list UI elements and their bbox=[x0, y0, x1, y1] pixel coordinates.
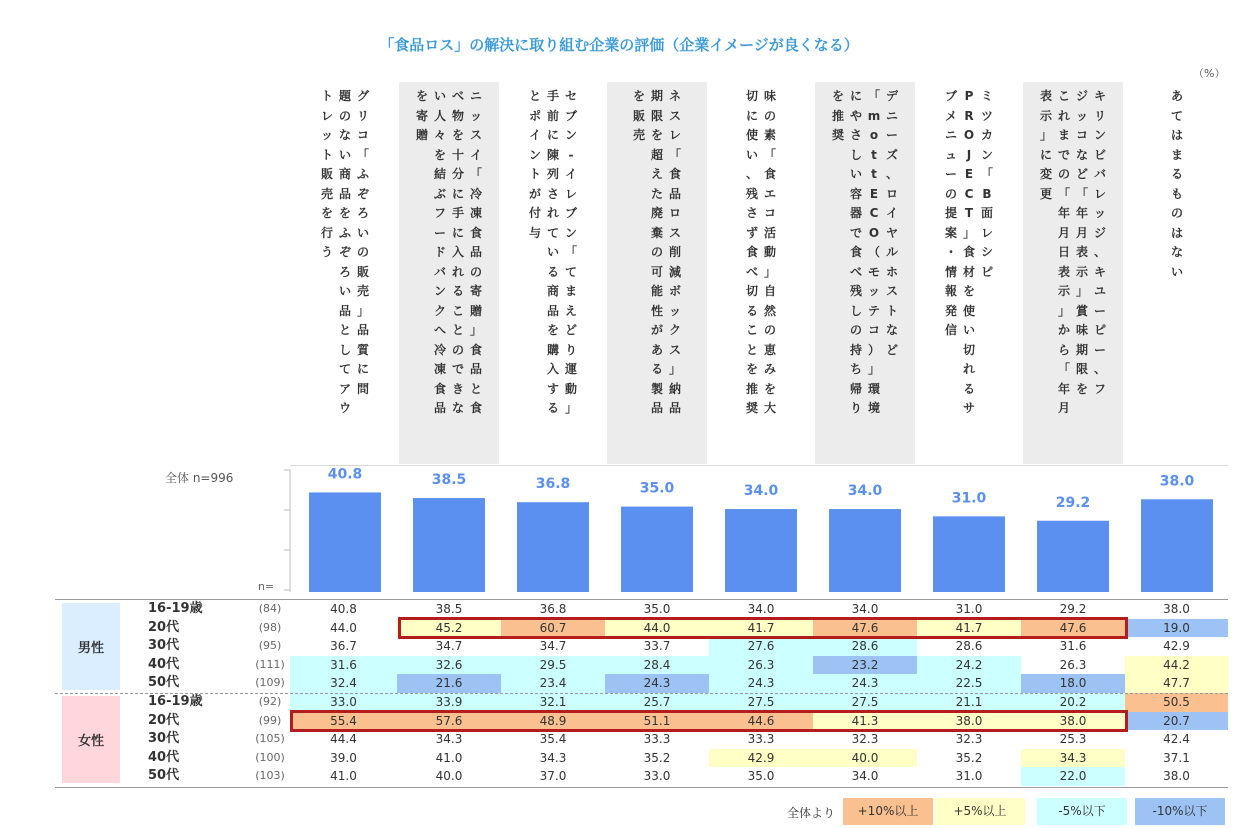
table-cell: 33.3 bbox=[747, 732, 775, 747]
bar-value-label-1: 40.8 bbox=[327, 466, 363, 483]
column-header-line: 手 前 に 陳 列 さ れ て い る 商 品 を 購 入 す る bbox=[546, 89, 559, 415]
age-label: 50代 bbox=[148, 768, 180, 784]
age-label: 50代 bbox=[148, 675, 180, 691]
column-header-line: ネ ス レ 「 食 品 ロ ス 削 減 ボ ッ ク ス 」 納 品 bbox=[668, 89, 681, 415]
group-label-2: 女性 bbox=[62, 696, 120, 783]
column-header-line: デ ニ ー ズ 、 ロ イ ヤ ル ホ ス ト な ど bbox=[885, 89, 898, 357]
legend-item-m10: -10%以下 bbox=[1135, 798, 1225, 825]
column-header-line: グ リ コ 「 ふ ぞ ろ い の 販 売 」 品 質 に 問 bbox=[356, 89, 369, 396]
table-cell: 24.3 bbox=[709, 674, 813, 693]
age-label: 20代 bbox=[148, 712, 180, 728]
table-cell: 24.3 bbox=[605, 674, 709, 693]
table-cell: 31.0 bbox=[955, 602, 983, 616]
chart-title: 「食品ロス」の解決に取り組む企業の評価（企業イメージが良くなる） bbox=[379, 36, 859, 54]
table-cell: 33.7 bbox=[643, 639, 671, 654]
table-cell: 33.3 bbox=[643, 732, 671, 747]
table-cell: 44.4 bbox=[330, 732, 357, 747]
sample-size: (84) bbox=[258, 602, 282, 615]
table-cell: 41.3 bbox=[813, 712, 917, 731]
age-label: 16-19歳 bbox=[148, 601, 203, 616]
table-cell: 36.7 bbox=[330, 639, 357, 654]
age-label: 16-19歳 bbox=[148, 694, 203, 709]
table-cell: 35.0 bbox=[643, 602, 671, 616]
age-label: 20代 bbox=[148, 619, 180, 635]
table-row bbox=[0, 674, 1238, 693]
bar-7 bbox=[933, 516, 1005, 592]
table-cell: 27.5 bbox=[709, 693, 813, 712]
table-cell: 47.7 bbox=[1125, 674, 1228, 693]
highlight-female-20s bbox=[290, 710, 1128, 733]
table-cell: 41.7 bbox=[917, 619, 1021, 638]
legend-item-p5: +5%以上 bbox=[935, 798, 1025, 825]
bar-value-label-2: 38.5 bbox=[431, 472, 467, 489]
table-bottom-divider bbox=[55, 787, 1228, 788]
table-row bbox=[0, 767, 1238, 786]
table-cell: 44.0 bbox=[330, 620, 357, 635]
column-header-line: 味 の 素 「 食 エ コ 活 動 」 自 然 の 恵 み を 大 bbox=[763, 89, 776, 415]
table-cell: 47.6 bbox=[1021, 619, 1125, 638]
table-cell: 33.9 bbox=[397, 693, 501, 712]
table-cell: 26.3 bbox=[1059, 657, 1087, 672]
column-header-line: 題 の な い 商 品 を ふ ぞ ろ い 品 と し て ア ウ bbox=[338, 89, 351, 415]
column-header-line: こ れ ま で の 「 年 月 日 表 示 」 か ら 「 年 月 bbox=[1057, 89, 1070, 415]
table-cell: 32.4 bbox=[290, 674, 397, 693]
table-cell: 19.0 bbox=[1125, 619, 1228, 638]
table-cell: 51.1 bbox=[605, 712, 709, 731]
table-cell: 22.0 bbox=[1021, 767, 1125, 786]
column-header-line: 切 に 使 い 、 残 さ ず 食 べ 切 る こ と を 推 奨 bbox=[745, 89, 758, 415]
table-cell: 41.0 bbox=[330, 769, 357, 784]
column-header-line: い 人 々 を 結 ぶ フ ー ド バ ン ク へ 冷 凍 食 品 bbox=[433, 89, 446, 415]
group-divider bbox=[55, 693, 1228, 694]
table-row bbox=[0, 637, 1238, 656]
table-row bbox=[0, 656, 1238, 675]
table-row bbox=[0, 730, 1238, 749]
table-cell: 32.3 bbox=[955, 732, 983, 747]
sample-size: (98) bbox=[258, 620, 282, 634]
bar-1 bbox=[309, 492, 381, 592]
table-cell: 42.9 bbox=[1163, 639, 1190, 654]
table-cell: 34.0 bbox=[851, 602, 879, 616]
table-cell: 22.5 bbox=[917, 674, 1021, 693]
table-cell: 40.0 bbox=[813, 749, 917, 768]
table-cell: 44.2 bbox=[1125, 656, 1228, 675]
bar-9 bbox=[1141, 499, 1213, 592]
table-cell: 57.6 bbox=[397, 712, 501, 731]
bar-4 bbox=[621, 507, 693, 592]
table-cell: 28.6 bbox=[813, 637, 917, 656]
table-cell: 35.4 bbox=[539, 732, 567, 747]
table-cell: 42.9 bbox=[709, 749, 813, 768]
sample-size: (109) bbox=[255, 676, 285, 690]
bar-5 bbox=[725, 509, 797, 592]
column-header-line: ブ メ ニ ュ ー の 提 案 ・ 情 報 発 信 bbox=[944, 89, 957, 337]
sample-size: (103) bbox=[255, 769, 285, 783]
table-cell: 34.3 bbox=[435, 732, 463, 747]
sample-size: (105) bbox=[255, 732, 285, 746]
table-cell: 29.2 bbox=[1059, 602, 1087, 616]
column-header-line: と ポ イ ン ト が 付 与 bbox=[528, 89, 541, 240]
table-cell: 26.3 bbox=[709, 656, 813, 675]
column-header-line: を 推 奨 bbox=[831, 89, 844, 142]
column-header-line: に や さ し い 容 器 で 食 べ 残 し の 持 ち 帰 り bbox=[849, 89, 862, 415]
table-cell: 44.6 bbox=[709, 712, 813, 731]
column-header-line: ミ ツ カ ン 「 B 面 レ シ ピ bbox=[980, 89, 993, 279]
column-header-line: 「 m o t t E C O （ モ ッ テ コ ） 」 環 境 bbox=[867, 89, 881, 415]
bar-value-label-9: 38.0 bbox=[1159, 473, 1195, 490]
bar-value-label-4: 35.0 bbox=[639, 480, 675, 497]
n-label: n= bbox=[258, 580, 275, 593]
legend-item-m5: -5%以下 bbox=[1037, 798, 1127, 825]
column-header-line: あ て は ま る も の は な い bbox=[1170, 89, 1183, 279]
bar-value-label-6: 34.0 bbox=[847, 483, 883, 500]
column-header-line: P R O J E C T 」 食 材 を 使 い 切 れ る サ bbox=[962, 89, 975, 415]
bar-value-label-3: 36.8 bbox=[535, 476, 571, 493]
sample-size: (95) bbox=[258, 639, 282, 653]
table-cell: 39.0 bbox=[330, 750, 357, 765]
table-cell: 41.0 bbox=[435, 750, 463, 765]
table-cell: 25.3 bbox=[1059, 732, 1087, 747]
table-cell: 35.2 bbox=[643, 750, 671, 765]
table-cell: 27.6 bbox=[709, 637, 813, 656]
table-cell: 48.9 bbox=[501, 712, 605, 731]
table-cell: 37.0 bbox=[539, 769, 567, 784]
column-header-line: 表 示 」 に 変 更 bbox=[1039, 89, 1052, 201]
bar-3 bbox=[517, 502, 589, 592]
column-header-line: 期 限 を 超 え た 廃 棄 の 可 能 性 が あ る 製 品 bbox=[650, 89, 663, 415]
table-cell: 21.1 bbox=[917, 693, 1021, 712]
table-cell: 25.7 bbox=[605, 693, 709, 712]
table-cell: 23.2 bbox=[813, 656, 917, 675]
bar-value-label-7: 31.0 bbox=[951, 490, 987, 507]
table-cell: 23.4 bbox=[501, 674, 605, 693]
table-cell: 20.2 bbox=[1021, 693, 1125, 712]
table-cell: 38.0 bbox=[1163, 602, 1190, 616]
table-cell: 60.7 bbox=[501, 619, 605, 638]
table-cell: 34.7 bbox=[539, 639, 567, 654]
table-cell: 31.6 bbox=[1059, 639, 1087, 654]
table-cell: 27.5 bbox=[813, 693, 917, 712]
table-cell: 38.0 bbox=[917, 712, 1021, 731]
table-cell: 50.5 bbox=[1125, 693, 1228, 712]
column-header-line: べ 物 を 十 分 に 手 に 入 れ る こ と の で き な bbox=[451, 89, 464, 415]
bar-2 bbox=[413, 498, 485, 592]
bar-8 bbox=[1037, 521, 1109, 592]
table-cell: 37.1 bbox=[1163, 750, 1190, 765]
table-cell: 33.0 bbox=[643, 769, 671, 784]
table-cell: 42.4 bbox=[1163, 732, 1190, 747]
table-cell: 38.0 bbox=[1021, 712, 1125, 731]
highlight-male-20s bbox=[398, 617, 1128, 640]
table-cell: 45.2 bbox=[397, 619, 501, 638]
table-cell: 29.5 bbox=[501, 656, 605, 675]
table-top-divider bbox=[55, 599, 1228, 600]
table-cell: 34.3 bbox=[1021, 749, 1125, 768]
sample-size: (99) bbox=[258, 713, 282, 727]
table-cell: 34.0 bbox=[747, 602, 775, 616]
bar-value-label-8: 29.2 bbox=[1055, 494, 1091, 511]
table-cell: 35.2 bbox=[955, 750, 983, 765]
bar-value-label-5: 34.0 bbox=[743, 483, 779, 500]
bar-6 bbox=[829, 509, 901, 592]
table-cell: 28.6 bbox=[955, 639, 983, 654]
table-cell: 31.6 bbox=[290, 656, 397, 675]
unit-label: （%） bbox=[1193, 67, 1226, 80]
table-cell: 47.6 bbox=[813, 619, 917, 638]
column-header-line: ト レ ッ ト 販 売 を 行 う bbox=[320, 89, 333, 259]
sample-size: (111) bbox=[255, 657, 285, 671]
table-cell: 31.0 bbox=[955, 769, 983, 784]
table-cell: 32.3 bbox=[851, 732, 879, 747]
column-header-line: を 販 売 bbox=[632, 89, 645, 142]
sample-size: (92) bbox=[258, 695, 282, 708]
table-cell: 32.1 bbox=[501, 693, 605, 712]
table-cell: 40.8 bbox=[330, 602, 357, 616]
table-cell: 34.3 bbox=[539, 750, 567, 765]
table-row bbox=[0, 749, 1238, 768]
table-cell: 21.6 bbox=[397, 674, 501, 693]
column-header-line: ジ ッ コ な ど 「 年 月 表 示 」 賞 味 期 限 を bbox=[1075, 89, 1088, 396]
table-cell: 18.0 bbox=[1021, 674, 1125, 693]
table-cell: 40.0 bbox=[435, 769, 463, 784]
table-cell: 55.4 bbox=[290, 712, 397, 731]
column-header-line: セ ブ ン - イ レ ブ ン 「 て ま え ど り 運 動 」 bbox=[564, 89, 577, 415]
age-label: 30代 bbox=[148, 731, 180, 747]
table-cell: 24.2 bbox=[917, 656, 1021, 675]
table-cell: 32.6 bbox=[397, 656, 501, 675]
overall-label: 全体 n=996 bbox=[165, 471, 234, 485]
table-cell: 44.0 bbox=[605, 619, 709, 638]
sample-size: (100) bbox=[255, 750, 285, 764]
table-cell: 33.0 bbox=[290, 693, 397, 712]
table-cell: 38.5 bbox=[435, 602, 463, 616]
age-label: 30代 bbox=[148, 638, 180, 654]
column-header-line: を 寄 贈 bbox=[415, 89, 428, 142]
table-cell: 36.8 bbox=[539, 602, 567, 616]
table-cell: 24.3 bbox=[813, 674, 917, 693]
legend-item-p10: +10%以上 bbox=[843, 798, 933, 825]
age-label: 40代 bbox=[148, 656, 180, 672]
table-cell: 20.7 bbox=[1125, 712, 1228, 731]
table-cell: 34.0 bbox=[851, 769, 879, 784]
table-cell: 41.7 bbox=[709, 619, 813, 638]
table-cell: 38.0 bbox=[1163, 769, 1190, 784]
table-cell: 28.4 bbox=[605, 656, 709, 675]
table-cell: 34.7 bbox=[435, 639, 463, 654]
column-header-line: キ リ ン ビ バ レ ッ ジ 、 キ ユ ー ピ ー 、 フ bbox=[1093, 89, 1106, 396]
column-header-line: ニ ッ ス イ 「 冷 凍 食 品 の 寄 贈 」 食 品 と 食 bbox=[469, 89, 482, 415]
group-label-1: 男性 bbox=[62, 603, 120, 690]
age-label: 40代 bbox=[148, 749, 180, 765]
legend-label: 全体より bbox=[787, 806, 836, 820]
table-cell: 35.0 bbox=[747, 769, 775, 784]
